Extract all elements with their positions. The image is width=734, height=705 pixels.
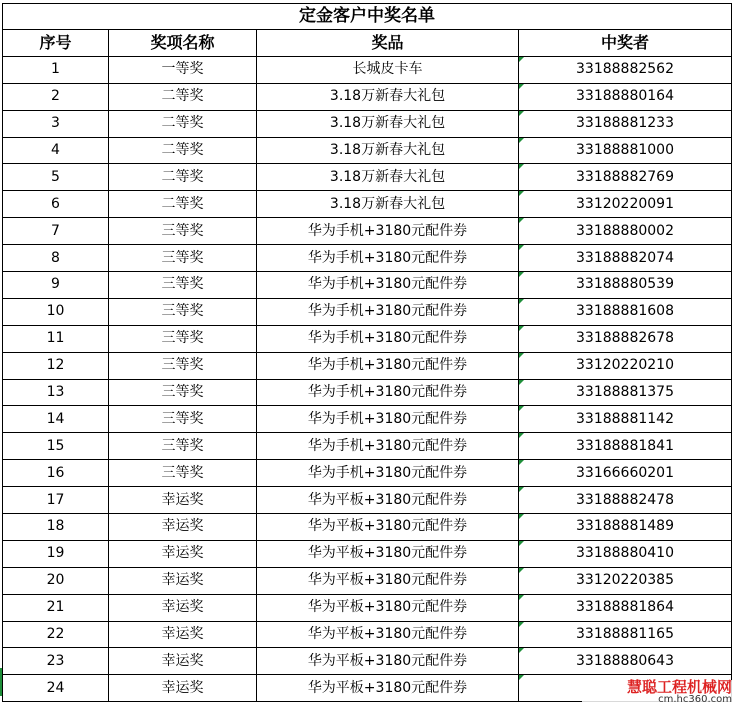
row-no-cell[interactable]: 1 [3, 56, 109, 83]
winner-value: 33188881165 [576, 626, 674, 643]
table-row [3, 164, 732, 191]
row-no-cell[interactable]: 2 [3, 83, 109, 110]
row-prize-cell[interactable]: 华为手机+3180元配件券 [257, 298, 519, 325]
row-no-cell[interactable]: 15 [3, 433, 109, 460]
row-winner-cell[interactable] [519, 648, 732, 675]
row-winner-cell[interactable] [519, 272, 732, 299]
row-prize-cell[interactable]: 华为手机+3180元配件券 [257, 433, 519, 460]
table-row [3, 487, 732, 514]
row-no-cell[interactable]: 12 [3, 352, 109, 379]
winner-value: 33188881000 [576, 142, 674, 158]
row-award-cell[interactable]: 二等奖 [109, 164, 257, 191]
comment-marker-icon [519, 568, 524, 573]
row-award-cell[interactable]: 三等奖 [109, 272, 257, 299]
row-winner-cell[interactable] [519, 191, 732, 218]
table-row [3, 325, 732, 352]
comment-marker-icon [519, 272, 524, 277]
comment-marker-icon [519, 595, 524, 600]
row-no-cell[interactable]: 14 [3, 406, 109, 433]
row-no-cell[interactable]: 22 [3, 621, 109, 648]
table-row [3, 298, 732, 325]
row-no-cell[interactable]: 6 [3, 191, 109, 218]
winner-value: 33188882678 [576, 330, 674, 347]
watermark-name: 慧聪工程机械网 [626, 678, 732, 696]
winner-value: 33188881608 [576, 303, 674, 320]
comment-marker-icon [519, 433, 524, 438]
row-award-cell[interactable]: 三等奖 [109, 245, 257, 272]
comment-marker-icon [519, 622, 524, 627]
row-winner-cell[interactable] [519, 379, 732, 406]
winner-value: 33166660201 [576, 464, 674, 481]
row-prize-cell[interactable]: 华为手机+3180元配件券 [257, 272, 519, 299]
comment-marker-icon [519, 541, 524, 546]
row-prize-cell[interactable]: 华为平板+3180元配件券 [257, 487, 519, 514]
comment-marker-icon [519, 164, 524, 169]
row-no-cell[interactable]: 9 [3, 272, 109, 299]
row-prize-cell[interactable]: 华为平板+3180元配件券 [257, 567, 519, 594]
row-prize-cell[interactable]: 华为平板+3180元配件券 [257, 648, 519, 675]
comment-marker-icon [519, 487, 524, 492]
row-award-cell[interactable]: 幸运奖 [109, 675, 257, 702]
row-winner-cell[interactable] [519, 137, 732, 164]
row-edge-marker [0, 668, 2, 696]
table-row [3, 352, 732, 379]
header-prize[interactable]: 奖品 [257, 30, 519, 57]
comment-marker-icon [519, 138, 524, 143]
table-row [3, 379, 732, 406]
row-winner-cell[interactable] [519, 110, 732, 137]
winner-value: 33188881841 [576, 437, 674, 454]
winner-value: 33120220210 [576, 357, 674, 374]
row-no-cell[interactable]: 17 [3, 487, 109, 514]
row-winner-cell[interactable] [519, 245, 732, 272]
row-prize-cell[interactable]: 华为手机+3180元配件券 [257, 218, 519, 245]
row-no-cell[interactable]: 18 [3, 514, 109, 541]
winner-value: 33188881864 [576, 599, 674, 616]
row-award-cell[interactable]: 幸运奖 [109, 621, 257, 648]
winner-value: 33188881375 [576, 384, 674, 401]
comment-marker-icon [519, 514, 524, 519]
row-no-cell[interactable]: 19 [3, 540, 109, 567]
winners-table [2, 3, 732, 705]
winner-value: 33188882562 [576, 61, 674, 78]
row-award-cell[interactable]: 三等奖 [109, 460, 257, 487]
winner-value: 33188882478 [576, 491, 674, 508]
table-row [3, 218, 732, 245]
watermark-url: cm.hc360.com [658, 694, 732, 705]
header-winner[interactable]: 中奖者 [519, 30, 732, 57]
row-prize-cell[interactable]: 华为平板+3180元配件券 [257, 514, 519, 541]
row-no-cell[interactable]: 10 [3, 298, 109, 325]
row-award-cell[interactable]: 三等奖 [109, 298, 257, 325]
table-row [3, 83, 732, 110]
winner-value: 33188880164 [576, 88, 674, 105]
table-row [3, 621, 732, 648]
row-no-cell[interactable]: 4 [3, 137, 109, 164]
row-award-cell[interactable]: 幸运奖 [109, 567, 257, 594]
row-award-cell[interactable]: 三等奖 [109, 379, 257, 406]
table-row [3, 433, 732, 460]
comment-marker-icon [519, 353, 524, 358]
comment-marker-icon [519, 380, 524, 385]
row-prize-cell[interactable]: 华为手机+3180元配件券 [257, 245, 519, 272]
comment-marker-icon [519, 245, 524, 250]
row-award-cell[interactable]: 二等奖 [109, 137, 257, 164]
row-winner-cell[interactable] [519, 325, 732, 352]
row-award-cell[interactable]: 幸运奖 [109, 487, 257, 514]
table-title[interactable]: 定金客户中奖名单 [3, 4, 732, 30]
winner-value: 33188881233 [576, 115, 674, 132]
row-award-cell[interactable]: 幸运奖 [109, 514, 257, 541]
table-row [3, 137, 732, 164]
spreadsheet [2, 3, 732, 705]
table-row [3, 648, 732, 675]
table-row [3, 406, 732, 433]
row-award-cell[interactable]: 二等奖 [109, 110, 257, 137]
row-no-cell[interactable]: 11 [3, 325, 109, 352]
row-winner-cell[interactable] [519, 594, 732, 621]
row-award-cell[interactable]: 幸运奖 [109, 594, 257, 621]
row-prize-cell[interactable]: 华为手机+3180元配件券 [257, 379, 519, 406]
row-prize-cell[interactable]: 华为手机+3180元配件券 [257, 352, 519, 379]
title-row [3, 4, 732, 30]
row-prize-cell[interactable]: 长城皮卡车 [257, 56, 519, 83]
comment-marker-icon [519, 84, 524, 89]
winner-value: 33188882769 [576, 168, 674, 185]
comment-marker-icon [519, 218, 524, 223]
row-prize-cell[interactable]: 华为平板+3180元配件券 [257, 594, 519, 621]
row-winner-cell[interactable] [519, 433, 732, 460]
comment-marker-icon [519, 326, 524, 331]
row-award-cell[interactable]: 幸运奖 [109, 648, 257, 675]
row-no-cell[interactable]: 5 [3, 164, 109, 191]
row-award-cell[interactable]: 二等奖 [109, 83, 257, 110]
row-winner-cell[interactable] [519, 540, 732, 567]
row-no-cell[interactable]: 13 [3, 379, 109, 406]
row-winner-cell[interactable] [519, 406, 732, 433]
row-winner-cell[interactable] [519, 567, 732, 594]
comment-marker-icon [519, 675, 524, 680]
row-no-cell[interactable]: 21 [3, 594, 109, 621]
table-row [3, 245, 732, 272]
winner-value: 33188881489 [576, 518, 674, 535]
table-row [3, 540, 732, 567]
row-prize-cell[interactable]: 3.18万新春大礼包 [257, 110, 519, 137]
comment-marker-icon [519, 191, 524, 196]
row-no-cell[interactable]: 8 [3, 245, 109, 272]
table-row [3, 567, 732, 594]
table-row [3, 514, 732, 541]
winner-value: 33120220091 [576, 195, 674, 212]
row-no-cell[interactable]: 3 [3, 110, 109, 137]
row-no-cell[interactable]: 16 [3, 460, 109, 487]
row-award-cell[interactable]: 三等奖 [109, 352, 257, 379]
row-winner-cell[interactable] [519, 460, 732, 487]
row-award-cell[interactable]: 三等奖 [109, 218, 257, 245]
row-award-cell[interactable]: 三等奖 [109, 433, 257, 460]
table-row [3, 56, 732, 83]
watermark-logo [582, 680, 732, 704]
comment-marker-icon [519, 460, 524, 465]
row-prize-cell[interactable]: 3.18万新春大礼包 [257, 164, 519, 191]
row-winner-cell[interactable] [519, 164, 732, 191]
comment-marker-icon [519, 111, 524, 116]
row-prize-cell[interactable]: 3.18万新春大礼包 [257, 191, 519, 218]
winner-value: 33188880539 [576, 276, 674, 293]
row-winner-cell[interactable] [519, 83, 732, 110]
winner-value: 33188882074 [576, 249, 674, 266]
winner-value: 33188881142 [576, 410, 674, 427]
row-award-cell[interactable]: 三等奖 [109, 325, 257, 352]
table-body [3, 56, 732, 701]
row-winner-cell[interactable] [519, 298, 732, 325]
table-row [3, 110, 732, 137]
row-prize-cell[interactable]: 华为平板+3180元配件券 [257, 621, 519, 648]
row-winner-cell[interactable] [519, 487, 732, 514]
header-no[interactable]: 序号 [3, 30, 109, 57]
winner-value: 33188880002 [576, 222, 674, 239]
winner-value: 33188880643 [576, 652, 674, 669]
row-winner-cell[interactable] [519, 514, 732, 541]
row-prize-cell[interactable]: 3.18万新春大礼包 [257, 83, 519, 110]
winner-value: 33188880410 [576, 545, 674, 562]
row-no-cell[interactable]: 20 [3, 567, 109, 594]
table-row [3, 272, 732, 299]
row-no-cell[interactable]: 23 [3, 648, 109, 675]
comment-marker-icon [519, 299, 524, 304]
table-row [3, 191, 732, 218]
row-prize-cell[interactable]: 华为平板+3180元配件券 [257, 540, 519, 567]
row-winner-cell[interactable] [519, 56, 732, 83]
row-winner-cell[interactable] [519, 218, 732, 245]
table-row [3, 460, 732, 487]
comment-marker-icon [519, 57, 524, 62]
row-award-cell[interactable]: 幸运奖 [109, 540, 257, 567]
header-row [3, 30, 732, 57]
row-no-cell[interactable]: 24 [3, 675, 109, 702]
row-award-cell[interactable]: 一等奖 [109, 56, 257, 83]
row-prize-cell[interactable]: 华为手机+3180元配件券 [257, 325, 519, 352]
header-award[interactable]: 奖项名称 [109, 30, 257, 57]
row-winner-cell[interactable] [519, 352, 732, 379]
row-winner-cell[interactable] [519, 621, 732, 648]
comment-marker-icon [519, 406, 524, 411]
row-prize-cell[interactable]: 华为平板+3180元配件券 [257, 675, 519, 702]
row-prize-cell[interactable]: 3.18万新春大礼包 [257, 137, 519, 164]
table-row [3, 594, 732, 621]
row-prize-cell[interactable]: 华为手机+3180元配件券 [257, 460, 519, 487]
row-award-cell[interactable]: 三等奖 [109, 406, 257, 433]
comment-marker-icon [519, 648, 524, 653]
winner-value: 33120220385 [576, 572, 674, 589]
row-no-cell[interactable]: 7 [3, 218, 109, 245]
row-prize-cell[interactable]: 华为手机+3180元配件券 [257, 406, 519, 433]
row-award-cell[interactable]: 二等奖 [109, 191, 257, 218]
